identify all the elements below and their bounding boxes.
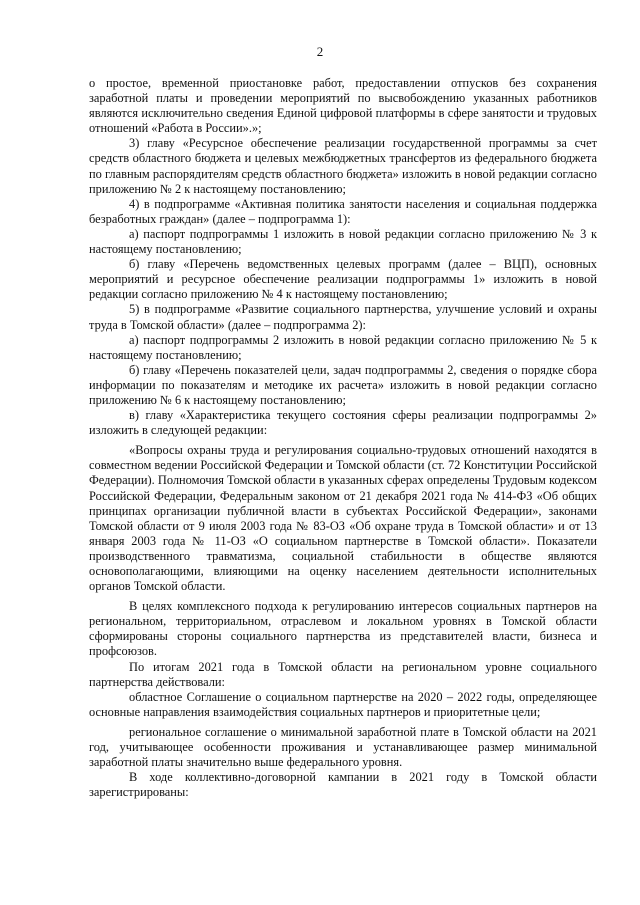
paragraph: 5) в подпрограмме «Развитие социального партнерства, улучшение условий и охраны труда в Томской области» (далее – подпрограмма 2):: [89, 302, 597, 332]
paragraph: областное Соглашение о социальном партнерстве на 2020 – 2022 годы, определяющее основные направления взаимодействия социальных партнеров и приоритетные цели;: [89, 689, 597, 719]
paragraph: По итогам 2021 года в Томской области на региональном уровне социального партнерства действовали:: [89, 659, 597, 689]
paragraph: б) главу «Перечень показателей цели, задач подпрограммы 2, сведения о порядке сбора информации по показателям и методике их расчета» изложить в новой редакции согласно приложению № 6 к настоящему постановлению;: [89, 362, 597, 407]
paragraph: В целях комплексного подхода к регулированию интересов социальных партнеров на региональном, территориальном, отраслевом и локальном уровнях в Томской области сформированы стороны социального партнерства из представителей власти, бизнеса и профсоюзов.: [89, 599, 597, 659]
paragraph: а) паспорт подпрограммы 1 изложить в новой редакции согласно приложению № 3 к настоящему постановлению;: [89, 226, 597, 257]
paragraph: 3) главу «Ресурсное обеспечение реализации государственной программы за счет средств областного бюджета и целевых межбюджетных трансфертов из федерального бюджета по главным распорядителям средств областного бюджета» изложить в новой редакции согласно приложению № 2 к настоящему постановлению;: [89, 136, 597, 196]
paragraph: б) главу «Перечень ведомственных целевых программ (далее – ВЦП), основных мероприятий и ресурсное обеспечение реализации подпрограммы 1» изложить в новой редакции согласно приложению № 4 к настоящему постановлению;: [89, 257, 597, 302]
paragraph: а) паспорт подпрограммы 2 изложить в новой редакции согласно приложению № 5 к настоящему постановлению;: [89, 332, 597, 362]
paragraph: региональное соглашение о минимальной заработной плате в Томской области на 2021 год, учитывающее особенности проживания и устанавливающее размер минимальной заработной платы значительно выше федерального уровня.: [89, 724, 597, 770]
paragraph: «Вопросы охраны труда и регулирования социально-трудовых отношений находятся в совместном ведении Российской Федерации и Томской области (ст. 72 Конституции Российской Федерации). Полномочия Томской области в указанных сферах определены Трудовым кодексом Российской Федерации, Федеральным законом от 21 декабря 2021 года № 414-ФЗ «Об общих принципах организации публичной власти в субъектах Российской Федерации», законами Томской области от 9 июля 2003 года № 83-ОЗ «Об охране труда в Томской области» и от 13 января 2003 года № 11-ОЗ «О социальном партнерстве в Томской области». Показатели производственного травматизма, социальной стабильности в обществе являются основополагающими, влияющими на оценку населением деятельности исполнительных органов Томской области.: [89, 443, 597, 594]
document-body: [89, 76, 597, 800]
paragraph: В ходе коллективно-договорной кампании в 2021 году в Томской области зарегистрированы:: [89, 770, 597, 800]
paragraph: 4) в подпрограмме «Активная политика занятости населения и социальная поддержка безработных граждан» (далее – подпрограмма 1):: [89, 196, 597, 226]
paragraph: в) главу «Характеристика текущего состояния сферы реализации подпрограммы 2» изложить в следующей редакции:: [89, 408, 597, 438]
paragraph: о простое, временной приостановке работ, предоставлении отпусков без сохранения заработной платы и проведении мероприятий по высвобождению указанных работников являются исключительно сведения Единой цифровой платформы в сфере занятости и трудовых отношений «Работа в России».»;: [89, 76, 597, 136]
page-number: 2: [316, 44, 324, 59]
